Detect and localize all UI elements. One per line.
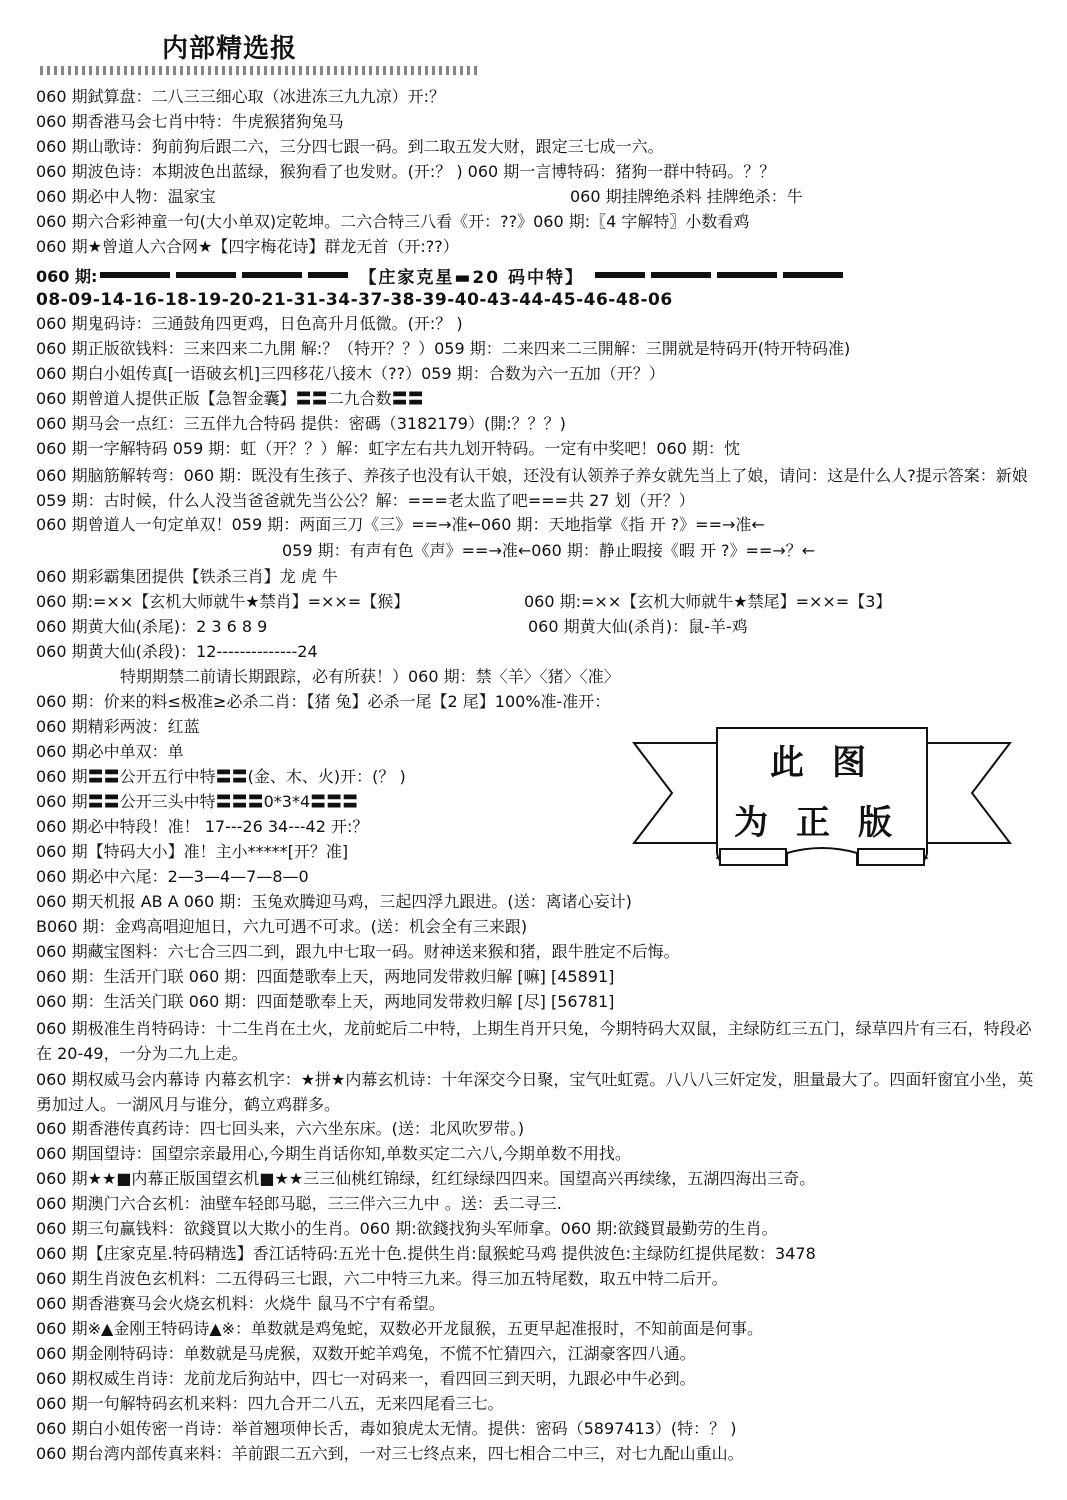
bar-prefix: 060 期:	[36, 266, 98, 286]
text-line: 060 期鉽算盘：二八三三细心取（冰进冻三九九凉）开:？	[36, 87, 446, 106]
text-line: 060 期香港马会七肖中特：牛虎猴猪狗兔马	[36, 112, 344, 131]
text-line: 060 期香港传真药诗：四七回头来，六六坐东床。(送：北风吹罗带。)	[36, 1119, 525, 1138]
text-line: 060 期:=××【玄机大师就牛★禁肖】=××=【猴】	[36, 592, 410, 611]
text-line: 特期期禁二前请长期跟踪，必有所获！）060 期：禁〈羊〉〈猪〉〈准〉	[120, 667, 620, 686]
text-line: 060 期鬼码诗：三通鼓角四更鸡，日色高升月低微。(开:？ )	[36, 314, 463, 333]
text-line: 060 期黄大仙(杀段)：12--------------24	[36, 642, 318, 661]
bar-segment	[242, 272, 302, 278]
text-line: 060 期金刚特码诗：单数就是马虎猴，双数开蛇羊鸡兔，不慌不忙猜四六，江湖豪客四八通。	[36, 1344, 696, 1363]
text-line: 060 期黄大仙(杀肖)：鼠-羊-鸡	[528, 617, 748, 636]
text-line: 060 期正版欲钱料：三来四来二九開 解:？（特开？？）059 期：二来四来二三開解：三開就是特码开(特开特码准)	[36, 339, 851, 358]
text-line: 060 期澳门六合玄机：油壁车轻郎马聪，三三伴六三九中 。送：丢二寻三.	[36, 1194, 562, 1213]
text-line: 060 期：生活关门联 060 期：四面楚歌奉上天，两地同发带救归解 [尽] [56781]	[36, 992, 615, 1011]
text-line: 060 期彩霸集团提供【铁杀三肖】龙 虎 牛	[36, 567, 338, 586]
text-line: 060 期精彩两波：红蓝	[36, 717, 200, 736]
bar-title: 【庄家克星▬20 码中特】	[359, 267, 585, 288]
number-sequence: 08-09-14-16-18-19-20-21-31-34-37-38-39-40-43-44-45-46-48-06	[36, 290, 673, 310]
text-line: B060 期：金鸡高唱迎旭日，六九可遇不可求。(送：机会全有三来跟)	[36, 917, 528, 936]
bar-segment	[651, 272, 711, 278]
text-line: 060 期曾道人提供正版【急智金囊】〓〓二九合数〓〓	[36, 389, 424, 408]
bar-segment	[783, 272, 843, 278]
bar-segment	[100, 272, 170, 278]
text-line: 060 期六合彩神童一句(大小单双)定乾坤。二六合特三八看《开：??》060 期:〖4 字解特〗小数看鸡	[36, 212, 750, 231]
banner-line-1: 此图	[770, 743, 894, 783]
text-paragraph: 060 期脑筋解转弯：060 期：既没有生孩子、养孩子也没有认干娘，还没有认领养子养女就先当上了娘，请问：这是什么人?提示答案：新娘 059 期：古时候，什么人没当爸爸就先当公公？解：===老太监了吧===共 27 划（开？）	[36, 466, 1028, 510]
text-paragraph: 060 期极准生肖特码诗：十二生肖在土火，龙前蛇后二中特，上期生肖开只兔，今期特码大双鼠，主绿防红三五门，绿草四片有三石，特段必在 20-49，一分为二九上走。	[36, 1019, 1032, 1063]
text-line: 060 期必中人物：温家宝	[36, 187, 216, 206]
official-version-banner	[632, 725, 1012, 875]
text-line: 060 期必中特段！准！ 17---26 34---42 开:？	[36, 817, 369, 836]
text-line: 060 期波色诗：本期波色出蓝绿，猴狗看了也发财。(开:？ ) 060 期一言博特码：猪狗一群中特码。？？	[36, 162, 776, 181]
text-line: 060 期★★■内幕正版国望玄机■★★三三仙桃红锦绿，红红绿绿四四来。国望高兴再续缘，五湖四海出三奇。	[36, 1169, 816, 1188]
text-line: 060 期台湾内部传真来料：羊前跟二五六到，一对三七终点来，四七相合二中三，对七九配山重山。	[36, 1444, 744, 1463]
text-line: 060 期：价来的料≤极准≥必杀二肖：【猪 兔】必杀一尾【2 尾】100%准-准开：	[36, 692, 611, 711]
text-line: 060 期三句赢钱料：欲錢買以大欺小的生肖。060 期:欲錢找狗头军师拿。060 期:欲錢買最勤劳的生肖。	[36, 1219, 778, 1238]
bar-segment	[595, 272, 645, 278]
text-line: 060 期一句解特码玄机来料：四九合开二八五，无来四尾看三七。	[36, 1394, 504, 1413]
text-line: 060 期白小姐传真[一语破玄机]三四移花八接木（??）059 期：合数为六一五加（开？）	[36, 364, 665, 383]
text-line: 060 期：生活开门联 060 期：四面楚歌奉上天，两地同发带救归解 [嘛] [45891]	[36, 967, 615, 986]
bar-segment	[308, 272, 348, 278]
text-line: 059 期：有声有色《声》==→准←060 期：静止暇接《暇 开 ?》==→？←	[282, 541, 816, 560]
text-line: 060 期※▲金刚王特码诗▲※：单数就是鸡兔蛇，双数必开龙鼠猴，五更早起准报时，不知前面是何事。	[36, 1319, 764, 1338]
special-code-bar	[36, 262, 1036, 288]
text-line: 060 期曾道人一句定单双！059 期：两面三刀《三》==→准←060 期：天地指掌《指 开 ?》==→准←	[36, 515, 765, 534]
text-line: 060 期必中单双：单	[36, 742, 184, 761]
text-line: 060 期国望诗：国望宗亲最用心,今期生肖话你知,单数买定二六八,今期单数不用找。	[36, 1144, 631, 1163]
text-line: 060 期马会一点红：三五伴九合特码 提供：密碼（3182179）(開:？？？)	[36, 414, 566, 433]
text-line: 060 期生肖波色玄机料：二五得码三七跟，六二中特三九来。得三加五特尾数，取五中特二后开。	[36, 1269, 728, 1288]
text-line: 060 期天机报 AB A 060 期：玉兔欢腾迎马鸡，三起四浮九跟进。(送：离诸心妄计)	[36, 892, 632, 911]
text-line: 060 期必中六尾：2—3—4—7—8—0	[36, 867, 309, 886]
text-line: 060 期藏宝图料：六七合三四二到，跟九中七取一码。财神送来猴和猪，跟牛胜定不后悔。	[36, 942, 680, 961]
text-line: 060 期:=××【玄机大师就牛★禁尾】=××=【3】	[524, 592, 892, 611]
text-line: 060 期权威生肖诗：龙前龙后狗站中，四七一对码来一，看四回三到天明，九跟必中牛必到。	[36, 1369, 696, 1388]
text-line: 060 期黄大仙(杀尾)：2 3 6 8 9	[36, 617, 268, 636]
text-line: 060 期香港赛马会火烧玄机料：火烧牛 鼠马不宁有希望。	[36, 1294, 445, 1313]
text-line: 060 期【庄家克星.特码精选】香江话特码:五光十色.提供生肖:鼠猴蛇马鸡 提供波色:主绿防红提供尾数：3478	[36, 1244, 816, 1263]
banner-line-2: 为正版	[734, 803, 920, 843]
scratched-text-strip	[40, 66, 480, 75]
text-line: 060 期〓〓公开五行中特〓〓(金、木、火)开：(？ )	[36, 767, 406, 786]
text-line: 060 期山歌诗：狗前狗后跟二六，三分四七跟一码。到二取五发大财，跟定三七成一六。	[36, 137, 664, 156]
bar-segment	[717, 272, 777, 278]
text-line: 060 期★曾道人六合网★【四字梅花诗】群龙无首（开:??）	[36, 237, 459, 256]
text-line: 060 期一字解特码 059 期：虹（开？？）解：虹字左右共九划开特码。一定有中奖吧！060 期：忱	[36, 439, 740, 458]
bar-segment	[176, 272, 236, 278]
page-title: 内部精选报	[162, 34, 298, 64]
text-line: 060 期【特码大小】准！主小*****[开？准]	[36, 842, 349, 861]
text-paragraph: 060 期权威马会内幕诗 内幕玄机字：★拼★内幕玄机诗：十年深交今日聚，宝气吐虹霓。八八八三奸定发，胆量最大了。四面轩窗宜小坐，英勇加过人。一湖风月与谁分，鹤立鸡群多。	[36, 1070, 1034, 1114]
text-line: 060 期〓〓公开三头中特〓〓〓0*3*4〓〓〓	[36, 792, 359, 811]
text-line: 060 期挂牌绝杀料 挂牌绝杀：牛	[570, 187, 803, 206]
text-line: 060 期白小姐传密一肖诗：举首翘项伸长舌，毒如狼虎太无情。提供：密码（5897413）(特：？ )	[36, 1419, 737, 1438]
